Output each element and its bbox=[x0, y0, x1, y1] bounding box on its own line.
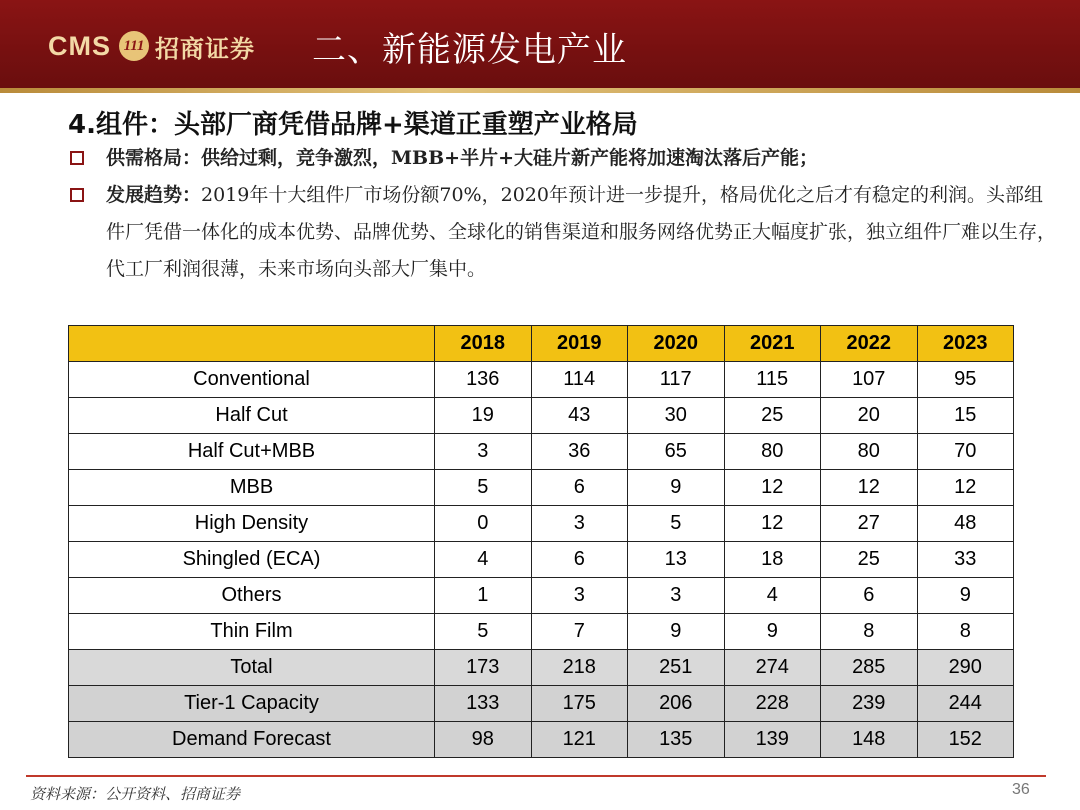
row-label-cell: High Density bbox=[69, 506, 435, 542]
value-cell: 4 bbox=[724, 578, 821, 614]
value-cell: 274 bbox=[724, 650, 821, 686]
value-cell: 80 bbox=[724, 434, 821, 470]
value-cell: 239 bbox=[821, 686, 918, 722]
bullet-square-icon bbox=[70, 188, 84, 202]
logo-chinese: 招商证券 bbox=[155, 33, 255, 63]
value-cell: 13 bbox=[628, 542, 725, 578]
logo-latin: CMS bbox=[48, 30, 111, 61]
value-cell: 244 bbox=[917, 686, 1014, 722]
value-cell: 175 bbox=[531, 686, 628, 722]
table-row bbox=[69, 722, 1014, 758]
value-cell: 7 bbox=[531, 614, 628, 650]
value-cell: 27 bbox=[821, 506, 918, 542]
value-cell: 133 bbox=[435, 686, 532, 722]
header-bar bbox=[0, 0, 1080, 88]
value-cell: 12 bbox=[724, 470, 821, 506]
value-cell: 15 bbox=[917, 398, 1014, 434]
value-cell: 114 bbox=[531, 362, 628, 398]
bullet-body: 2019年十大组件厂市场份额70%，2020年预计进一步提升，格局优化之后才有稳定的利润。头部组件厂凭借一体化的成本优势、品牌优势、全球化的销售渠道和服务网络优势正大幅度扩张，独立组件厂难以生存，代工厂利润很薄，未来市场向头部大厂集中。 bbox=[106, 184, 1057, 280]
bullet-text-wrap bbox=[106, 177, 1061, 288]
value-cell: 228 bbox=[724, 686, 821, 722]
value-cell: 136 bbox=[435, 362, 532, 398]
value-cell: 9 bbox=[628, 470, 725, 506]
row-label-cell: Others bbox=[69, 578, 435, 614]
table-row bbox=[69, 362, 1014, 398]
slide-title: 二、新能源发电产业 bbox=[312, 30, 627, 70]
value-cell: 19 bbox=[435, 398, 532, 434]
logo-badge-icon: 111 bbox=[119, 31, 149, 61]
value-cell: 9 bbox=[628, 614, 725, 650]
footer-rule bbox=[26, 775, 1046, 777]
value-cell: 4 bbox=[435, 542, 532, 578]
value-cell: 9 bbox=[724, 614, 821, 650]
value-cell: 36 bbox=[531, 434, 628, 470]
row-label-cell: Total bbox=[69, 650, 435, 686]
value-cell: 8 bbox=[917, 614, 1014, 650]
value-cell: 1 bbox=[435, 578, 532, 614]
value-cell: 290 bbox=[917, 650, 1014, 686]
value-cell: 5 bbox=[628, 506, 725, 542]
value-cell: 8 bbox=[821, 614, 918, 650]
value-cell: 5 bbox=[435, 614, 532, 650]
bullet-label: 发展趋势： bbox=[106, 184, 202, 206]
bullet-label: 供需格局： bbox=[106, 147, 202, 169]
value-cell: 173 bbox=[435, 650, 532, 686]
value-cell: 25 bbox=[724, 398, 821, 434]
module-capacity-table bbox=[68, 325, 1014, 758]
value-cell: 121 bbox=[531, 722, 628, 758]
table-row bbox=[69, 578, 1014, 614]
value-cell: 117 bbox=[628, 362, 725, 398]
table-row bbox=[69, 470, 1014, 506]
row-label-cell: Demand Forecast bbox=[69, 722, 435, 758]
row-label-cell: MBB bbox=[69, 470, 435, 506]
value-cell: 70 bbox=[917, 434, 1014, 470]
value-cell: 107 bbox=[821, 362, 918, 398]
value-cell: 3 bbox=[628, 578, 725, 614]
value-cell: 65 bbox=[628, 434, 725, 470]
value-cell: 6 bbox=[821, 578, 918, 614]
value-cell: 12 bbox=[724, 506, 821, 542]
value-cell: 115 bbox=[724, 362, 821, 398]
source-note: 资料来源：公开资料、招商证券 bbox=[30, 785, 241, 803]
row-label-cell: Tier-1 Capacity bbox=[69, 686, 435, 722]
value-cell: 285 bbox=[821, 650, 918, 686]
bullet-text-wrap bbox=[106, 140, 1061, 177]
value-cell: 6 bbox=[531, 542, 628, 578]
value-cell: 3 bbox=[531, 506, 628, 542]
bullet-body: 供给过剩，竞争激烈，MBB+半片+大硅片新产能将加速淘汰落后产能； bbox=[201, 147, 819, 169]
table-header-row bbox=[69, 326, 1014, 362]
cms-logo bbox=[48, 26, 255, 66]
value-cell: 0 bbox=[435, 506, 532, 542]
row-label-cell: Thin Film bbox=[69, 614, 435, 650]
row-label-cell: Half Cut+MBB bbox=[69, 434, 435, 470]
value-cell: 218 bbox=[531, 650, 628, 686]
table-header-cell: 2019 bbox=[531, 326, 628, 362]
table-header-cell: 2022 bbox=[821, 326, 918, 362]
value-cell: 33 bbox=[917, 542, 1014, 578]
table-header-cell: 2020 bbox=[628, 326, 725, 362]
value-cell: 98 bbox=[435, 722, 532, 758]
value-cell: 135 bbox=[628, 722, 725, 758]
table-row bbox=[69, 686, 1014, 722]
value-cell: 43 bbox=[531, 398, 628, 434]
table-header-cell: 2021 bbox=[724, 326, 821, 362]
value-cell: 206 bbox=[628, 686, 725, 722]
value-cell: 20 bbox=[821, 398, 918, 434]
value-cell: 12 bbox=[821, 470, 918, 506]
value-cell: 3 bbox=[435, 434, 532, 470]
table-header-cell bbox=[69, 326, 435, 362]
value-cell: 148 bbox=[821, 722, 918, 758]
row-label-cell: Shingled (ECA) bbox=[69, 542, 435, 578]
value-cell: 18 bbox=[724, 542, 821, 578]
value-cell: 251 bbox=[628, 650, 725, 686]
row-label-cell: Half Cut bbox=[69, 398, 435, 434]
value-cell: 5 bbox=[435, 470, 532, 506]
value-cell: 80 bbox=[821, 434, 918, 470]
value-cell: 139 bbox=[724, 722, 821, 758]
page-number: 36 bbox=[1012, 781, 1030, 798]
value-cell: 95 bbox=[917, 362, 1014, 398]
value-cell: 152 bbox=[917, 722, 1014, 758]
row-label-cell: Conventional bbox=[69, 362, 435, 398]
bullet-square-icon bbox=[70, 151, 84, 165]
value-cell: 6 bbox=[531, 470, 628, 506]
table-row bbox=[69, 650, 1014, 686]
table-row bbox=[69, 398, 1014, 434]
value-cell: 25 bbox=[821, 542, 918, 578]
value-cell: 12 bbox=[917, 470, 1014, 506]
header-gold-rule bbox=[0, 88, 1080, 93]
table-row bbox=[69, 614, 1014, 650]
table-header-cell: 2023 bbox=[917, 326, 1014, 362]
table-row bbox=[69, 434, 1014, 470]
section-heading: 4.组件：头部厂商凭借品牌+渠道正重塑产业格局 bbox=[68, 110, 638, 140]
table-row bbox=[69, 506, 1014, 542]
value-cell: 9 bbox=[917, 578, 1014, 614]
value-cell: 48 bbox=[917, 506, 1014, 542]
table-row bbox=[69, 542, 1014, 578]
value-cell: 30 bbox=[628, 398, 725, 434]
table-header-cell: 2018 bbox=[435, 326, 532, 362]
value-cell: 3 bbox=[531, 578, 628, 614]
